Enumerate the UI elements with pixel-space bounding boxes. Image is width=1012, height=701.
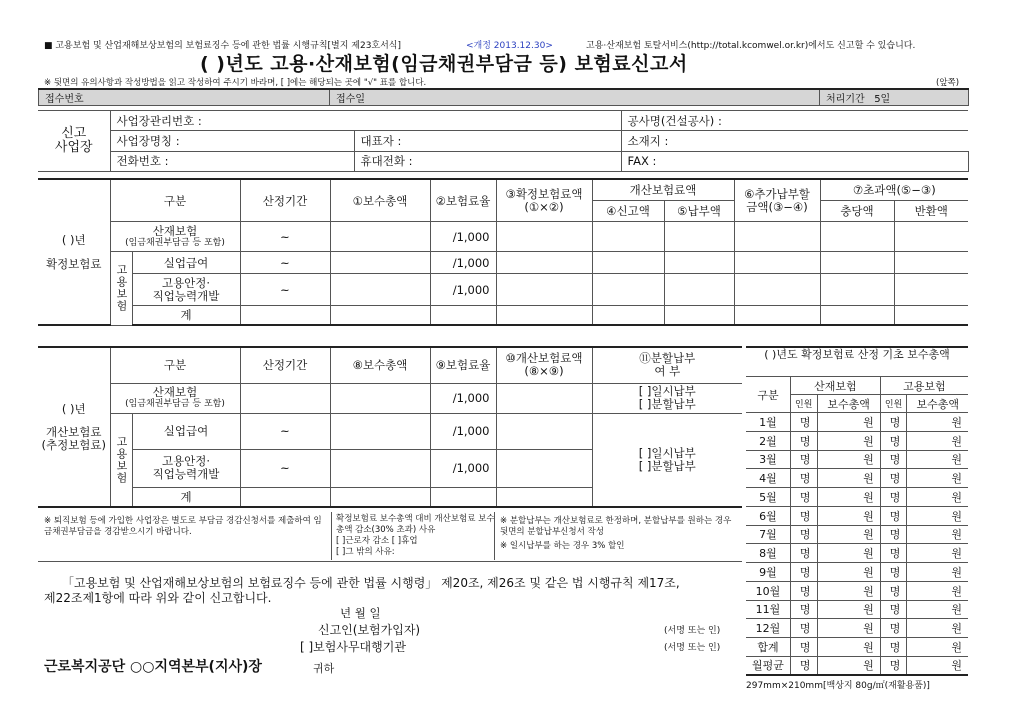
basis-row: 5월 명 원 명 원 <box>746 488 968 507</box>
confirmed-col-refund: 반환액 <box>894 200 968 221</box>
divider <box>331 512 332 560</box>
business-section-label: 신고 사업장 <box>38 111 110 172</box>
basis-col-industrial: 산재보험 <box>790 377 880 395</box>
employment-split-checkbox[interactable]: [ ]분할납부 <box>638 458 696 473</box>
confirmed-col-rate: ②보험료율 <box>430 179 496 222</box>
business-info-table <box>38 110 968 172</box>
instruction-note: ※ 뒷면의 유의사항과 작성방법을 읽고 작성하여 주시기 바라며, [ ]에는 해당되는 곳에 "√" 표를 합니다. <box>44 78 427 88</box>
split-payment-note: ※ 분할납부는 개산보험료로 한정하며, 분할납부를 원하는 경우 뒷면의 분할납부신청서 작성 ※ 일시납부를 하는 경우 3% 할인 <box>500 516 732 551</box>
estimated-col-installment: ⑪분할납부 여 부 <box>592 347 742 383</box>
receipt-date-field[interactable]: 접수일 <box>330 89 820 106</box>
confirmed-row-stability: 고용안정· 직업능력개발 ~ /1,000 <box>38 273 968 305</box>
confirmed-col-category: 구분 <box>110 179 240 222</box>
divider <box>38 561 742 562</box>
fax-field[interactable]: FAX : <box>621 151 968 171</box>
form-title: ( )년도 고용·산재보험(임금채권부담금 등) 보험료신고서 <box>200 53 688 75</box>
agent-signature[interactable]: (서명 또는 인) <box>664 643 721 653</box>
confirmed-row-unemployment: 고용보험 실업급여 ~ /1,000 <box>38 252 968 273</box>
recipient-honorific: 귀하 <box>313 662 335 675</box>
confirmed-premium-table <box>38 178 968 326</box>
estimated-col-total: ⑧보수총액 <box>330 347 430 383</box>
confirmed-col-declared: ④신고액 <box>592 200 664 221</box>
law-reference: ■ 고용보험 및 산업재해보상보험의 보험료징수 등에 관한 법률 시행규칙[별지 제23호서식] <box>44 41 402 51</box>
ceo-field[interactable]: 대표자 : <box>354 131 621 151</box>
revision-date: <개정 2013.12.30> <box>466 41 553 51</box>
confirmed-col-period: 산정기간 <box>240 179 330 222</box>
basis-row: 12월 명 원 명 원 <box>746 619 968 638</box>
estimated-row-total: 계 <box>38 487 742 507</box>
declaration-text-line2: 제22조제1항에 따라 위와 같이 신고합니다. <box>44 591 272 605</box>
reporter-label: 신고인(보험가입자) <box>318 623 421 637</box>
basis-row: 9월 명 원 명 원 <box>746 563 968 582</box>
business-mgmt-number-field[interactable]: 사업장관리번호 : <box>110 111 621 131</box>
confirmed-col-estimated: 개산보험료액 <box>592 179 734 200</box>
paper-spec: 297mm×210mm[백상지 80g/㎡(재활용품)] <box>746 681 930 691</box>
estimated-col-period: 산정기간 <box>240 347 330 383</box>
confirmed-employment-label: 고용보험 <box>110 252 132 325</box>
confirmed-row-industrial: 산재보험 (임금채권부담금 등 포함) ~ /1,000 <box>38 222 968 252</box>
confirmed-side-label: ( )년 확정보험료 <box>38 179 110 325</box>
basis-row: 합계 명 원 명 원 <box>746 638 968 657</box>
confirmed-col-apply: 충당액 <box>820 200 894 221</box>
address-field[interactable]: 소재지 : <box>621 131 968 151</box>
basis-row: 1월 명 원 명 원 <box>746 413 968 432</box>
industrial-split-checkbox[interactable]: [ ]분할납부 <box>638 397 696 411</box>
declaration-date[interactable]: 년 월 일 <box>340 606 381 620</box>
reason-workers-checkbox[interactable]: [ ]근로자 감소 [ ]휴업 <box>336 536 418 546</box>
mobile-field[interactable]: 휴대전화 : <box>354 151 621 171</box>
receipt-bar <box>38 88 969 106</box>
processing-period: 처리기간 5일 <box>820 89 969 106</box>
online-service-notice: 고용·산재보험 토탈서비스(http://total.kcomwel.or.kr)에서도 신고할 수 있습니다. <box>586 41 916 51</box>
recipient: 근로복지공단 ○○지역본부(지사)장 <box>44 659 262 675</box>
basis-title: ( )년도 확정보험료 산정 기초 보수총액 <box>764 348 950 361</box>
basis-col-employment: 고용보험 <box>880 377 968 395</box>
basis-row: 11월 명 원 명 원 <box>746 600 968 619</box>
agent-checkbox[interactable]: [ ]보험사무대행기관 <box>300 640 406 654</box>
confirmed-col-amount: ③확정보험료액 (①×②) <box>496 179 592 222</box>
estimated-employment-label: 고용보험 <box>110 413 132 507</box>
phone-field[interactable]: 전화번호 : <box>110 151 354 171</box>
basis-table: 구분 산재보험 고용보험 인원 보수총액 인원 보수총액 1월 명 원 명 원 2월 명 원 명 원 3월 명 원 명 원 4월 명 원 명 원 5월 명 원 명 원 6월 명 원 명 원 7월 명 원 명 원 8월 명 원 명 원 9월 명 원 명 원 10월 명 원 명 원 11월 명 원 명 원 12월 명 원 명 원 합계 명 원 명 원 월평균 명 원 명 원 <box>746 376 968 676</box>
employment-lump-sum-checkbox[interactable]: [ ]일시납부 <box>638 445 696 460</box>
business-name-field[interactable]: 사업장명칭 : <box>110 131 354 151</box>
confirmed-col-additional: ⑥추가납부할 금액(③−④) <box>734 179 820 222</box>
estimated-col-amount: ⑩개산보험료액 (⑧×⑨) <box>496 347 592 383</box>
basis-col-category: 구분 <box>746 377 790 413</box>
estimated-row-stability: 고용안정· 직업능력개발 ~ /1,000 <box>38 449 742 487</box>
basis-row: 3월 명 원 명 원 <box>746 450 968 469</box>
basis-row: 2월 명 원 명 원 <box>746 431 968 450</box>
reason-other-checkbox[interactable]: [ ]그 밖의 사유: <box>336 547 395 557</box>
confirmed-col-excess: ⑦초과액(⑤−③) <box>820 179 968 200</box>
basis-row: 10월 명 원 명 원 <box>746 581 968 600</box>
estimated-side-label: ( )년 개산보험료 (추정보험료) <box>38 347 110 507</box>
basis-row: 월평균 명 원 명 원 <box>746 656 968 675</box>
declaration-text-line1: 「고용보험 및 산업재해보상보험의 보험료징수 등에 관한 법률 시행령」 제20조, 제26조 및 같은 법 시행규칙 제17조, <box>62 576 680 590</box>
confirmed-stability-total-input[interactable] <box>330 273 430 305</box>
basis-row: 7월 명 원 명 원 <box>746 525 968 544</box>
retirement-insurance-note: ※ 퇴직보험 등에 가입한 사업장은 별도로 부담금 경감신청서를 제출하여 임금채권부담금을 경감받으시기 바랍니다. <box>44 516 322 537</box>
estimated-col-rate: ⑨보험료율 <box>430 347 496 383</box>
confirmed-col-paid: ⑤납부액 <box>664 200 734 221</box>
confirmed-industrial-total-input[interactable] <box>330 222 430 252</box>
basis-row: 4월 명 원 명 원 <box>746 469 968 488</box>
receipt-number-field[interactable]: 접수번호 <box>39 89 330 106</box>
estimated-col-category: 구분 <box>110 347 240 383</box>
basis-row: 6월 명 원 명 원 <box>746 506 968 525</box>
construction-name-field[interactable]: 공사명(건설공사) : <box>621 111 968 131</box>
estimated-unemployment-total-input[interactable] <box>330 413 430 449</box>
estimated-stability-total-input[interactable] <box>330 449 430 487</box>
confirmed-row-total: 계 <box>38 306 968 325</box>
estimated-industrial-total-input[interactable] <box>330 383 430 413</box>
confirmed-col-total: ①보수총액 <box>330 179 430 222</box>
industrial-lump-sum-checkbox[interactable]: [ ]일시납부 <box>638 384 696 398</box>
basis-row: 8월 명 원 명 원 <box>746 544 968 563</box>
estimated-premium-table <box>38 346 742 508</box>
decrease-reason-note: 확정보험료 보수총액 대비 개산보험료 보수총액 감소(30% 초과) 사유 [ ]근로자 감소 [ ]휴업 [ ]그 밖의 사유: <box>336 514 498 558</box>
estimated-row-unemployment: 고용보험 실업급여 ~ /1,000 [ ]일시납부 [ ]분할납부 <box>38 413 742 449</box>
divider <box>494 512 495 560</box>
reporter-signature[interactable]: (서명 또는 인) <box>664 626 721 636</box>
estimated-row-industrial: 산재보험 (임금채권부담금 등 포함) /1,000 [ ]일시납부 [ ]분할납부 <box>38 383 742 413</box>
confirmed-unemployment-total-input[interactable] <box>330 252 430 273</box>
front-side-label: (앞쪽) <box>936 78 960 88</box>
